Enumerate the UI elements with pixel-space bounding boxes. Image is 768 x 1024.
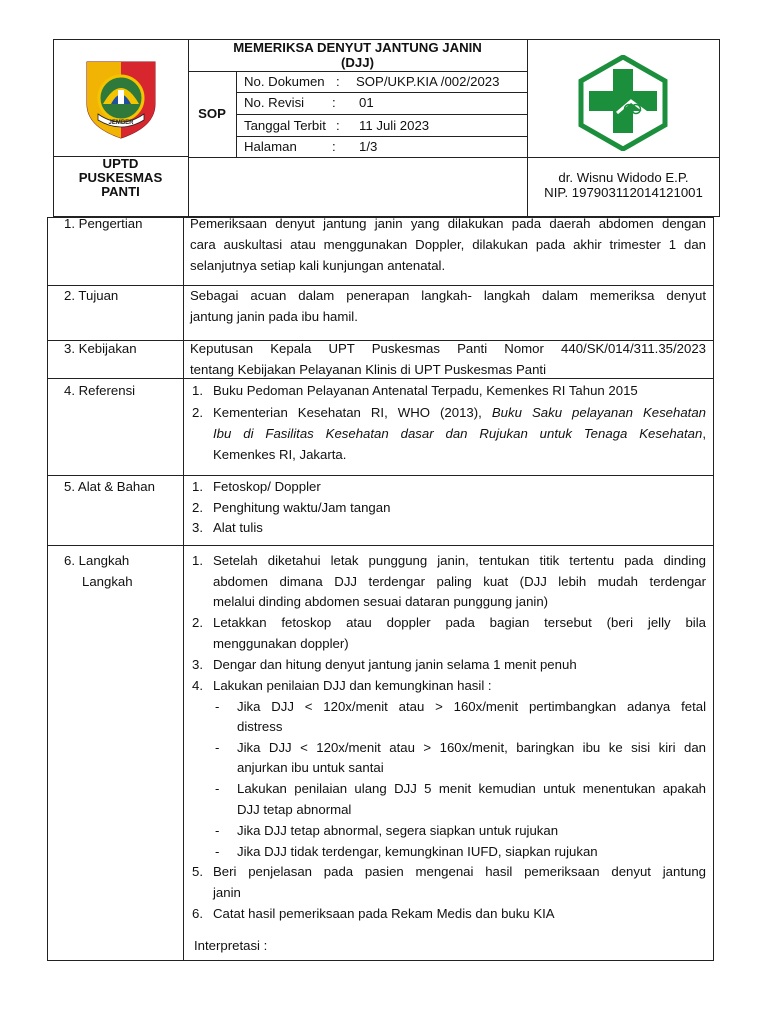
langkah-step: menggunakan doppler) [213, 636, 349, 651]
doc-row-value: SOP/UKP.KIA /002/2023 [356, 74, 500, 89]
doc-row-value: 01 [359, 95, 374, 110]
content-divider [47, 545, 714, 546]
section-label-pengertian: 1. Pengertian [64, 216, 143, 231]
section-label-alat: 5. Alat & Bahan [64, 479, 155, 494]
list-dash: - [215, 844, 220, 859]
list-number: 3. [192, 657, 203, 672]
tujuan-text: Sebagai acuan dalam penerapan langkah- langkah dalam memeriksa denyut [190, 288, 706, 303]
puskesmas-cross-logo-icon [575, 55, 671, 151]
list-dash: - [215, 781, 220, 796]
referensi-item-title: Ibu di Fasilitas Kesehatan dasar dan Rujukan untuk Tenaga Kesehatan [213, 426, 703, 441]
section-label-langkah: Langkah [82, 574, 133, 589]
interpretasi-label: Interpretasi : [194, 938, 268, 953]
langkah-step: Dengar dan hitung denyut jantung janin selama 1 menit penuh [213, 657, 577, 672]
signer-nip: NIP. 197903112014121001 [544, 185, 703, 200]
langkah-substep: DJJ tetap abnormal [237, 802, 352, 817]
list-number: 2. [192, 500, 203, 515]
content-divider [47, 475, 714, 476]
langkah-step: janin [213, 885, 241, 900]
doc-row-label: No. Dokumen [244, 74, 325, 89]
list-number: 3. [192, 520, 203, 535]
list-number: 1. [192, 479, 203, 494]
langkah-substep: Jika DJJ < 120x/menit atau > 160x/menit, baringkan ibu ke sisi kiri dan [237, 740, 706, 755]
doc-row-colon: : [332, 139, 336, 154]
doc-title-line2: (DJJ) [341, 55, 374, 70]
doc-row-label: Halaman [244, 139, 297, 154]
list-dash: - [215, 823, 220, 838]
sop-label: SOP [198, 106, 226, 121]
content-divider [183, 217, 184, 961]
doc-row-value: 1/3 [359, 139, 378, 154]
list-number: 2. [192, 615, 203, 630]
list-number: 1. [192, 553, 203, 568]
kebijakan-text: tentang Kebijakan Pelayanan Klinis di UPT Puskesmas Panti [190, 362, 547, 377]
referensi-item: Buku Pedoman Pelayanan Antenatal Terpadu, Kemenkes RI Tahun 2015 [213, 383, 638, 398]
doc-title-line1: MEMERIKSA DENYUT JANTUNG JANIN [233, 40, 482, 55]
alat-item: Penghitung waktu/Jam tangan [213, 500, 391, 515]
list-number: 2. [192, 405, 203, 420]
alat-item: Fetoskop/ Doppler [213, 479, 321, 494]
kebijakan-text: Keputusan Kepala UPT Puskesmas Panti Nomor 440/SK/014/311.35/2023 [190, 341, 706, 356]
langkah-step: Beri penjelasan pada pasien mengenai hasil pemeriksaan denyut jantung [213, 864, 706, 879]
section-label-tujuan: 2. Tujuan [64, 288, 119, 303]
regency-emblem-icon [84, 60, 158, 140]
langkah-substep: Jika DJJ tetap abnormal, segera siapkan untuk rujukan [237, 823, 559, 838]
langkah-substep: Lakukan penilaian ulang DJJ 5 menit kemudian untuk menentukan apakah [237, 781, 706, 796]
org-name-line1: UPTD [102, 156, 139, 171]
langkah-step: melalui dinding abdomen sesuai dataran punggung janin) [213, 594, 549, 609]
referensi-item: Kemenkes RI, Jakarta. [213, 447, 347, 462]
referensi-item-title: Buku Saku pelayanan Kesehatan [491, 405, 707, 420]
referensi-item-text: Kementerian Kesehatan RI, WHO (2013), [213, 405, 492, 420]
langkah-step: Lakukan penilaian DJJ dan kemungkinan hasil : [213, 678, 492, 693]
alat-item: Alat tulis [213, 520, 263, 535]
doc-row-colon: : [336, 74, 340, 89]
referensi-item [213, 424, 706, 445]
list-number: 4. [192, 678, 203, 693]
langkah-substep: anjurkan ibu untuk santai [237, 760, 384, 775]
section-label-langkah: 6. Langkah [64, 553, 130, 568]
langkah-substep: Jika DJJ tidak terdengar, kemungkinan IUFD, siapkan rujukan [237, 844, 598, 859]
langkah-step: abdomen dimana DJJ terdengar paling kuat (DJJ lebih mudah terdengar [213, 574, 706, 589]
langkah-step: Letakkan fetoskop atau doppler pada bagian tersebut (beri jelly bila [213, 615, 706, 630]
doc-row-value: 11 Juli 2023 [359, 118, 430, 133]
list-dash: - [215, 740, 220, 755]
org-name-line2: PUSKESMAS [78, 170, 163, 185]
pengertian-text: cara auskultasi atau menggunakan Doppler, dilakukan pada akhir trimester 1 dan [190, 237, 706, 252]
list-number: 5. [192, 864, 203, 879]
langkah-substep: distress [237, 719, 283, 734]
signer-name: dr. Wisnu Widodo E.P. [558, 170, 689, 185]
list-number: 6. [192, 906, 203, 921]
header-divider [236, 114, 527, 115]
org-name-line3: PANTI [101, 184, 140, 199]
doc-row-colon: : [336, 118, 340, 133]
list-number: 1. [192, 383, 203, 398]
langkah-substep: Jika DJJ < 120x/menit atau > 160x/menit pertimbangkan adanya fetal [237, 699, 706, 714]
header-divider [527, 157, 720, 158]
section-label-referensi: 4. Referensi [64, 383, 136, 398]
doc-row-colon: : [332, 95, 336, 110]
section-label-kebijakan: 3. Kebijakan [64, 341, 137, 356]
svg-text:JEMBER: JEMBER [108, 120, 134, 126]
header-divider [188, 157, 527, 158]
langkah-step: Setelah diketahui letak punggung janin, tentukan titik tertentu pada dinding [213, 553, 706, 568]
pengertian-text: Pemeriksaan denyut jantung janin yang dilakukan pada daerah abdomen dengan [190, 216, 706, 231]
doc-row-label: Tanggal Terbit [244, 118, 326, 133]
langkah-step: Catat hasil pemeriksaan pada Rekam Medis dan buku KIA [213, 906, 555, 921]
doc-row-label: No. Revisi [244, 95, 305, 110]
referensi-item [213, 403, 706, 424]
list-dash: - [215, 699, 220, 714]
referensi-item-text: , [702, 426, 706, 441]
tujuan-text: jantung janin pada ibu hamil. [190, 309, 358, 324]
pengertian-text: selanjutnya setiap kali kunjungan antenatal. [190, 258, 446, 273]
